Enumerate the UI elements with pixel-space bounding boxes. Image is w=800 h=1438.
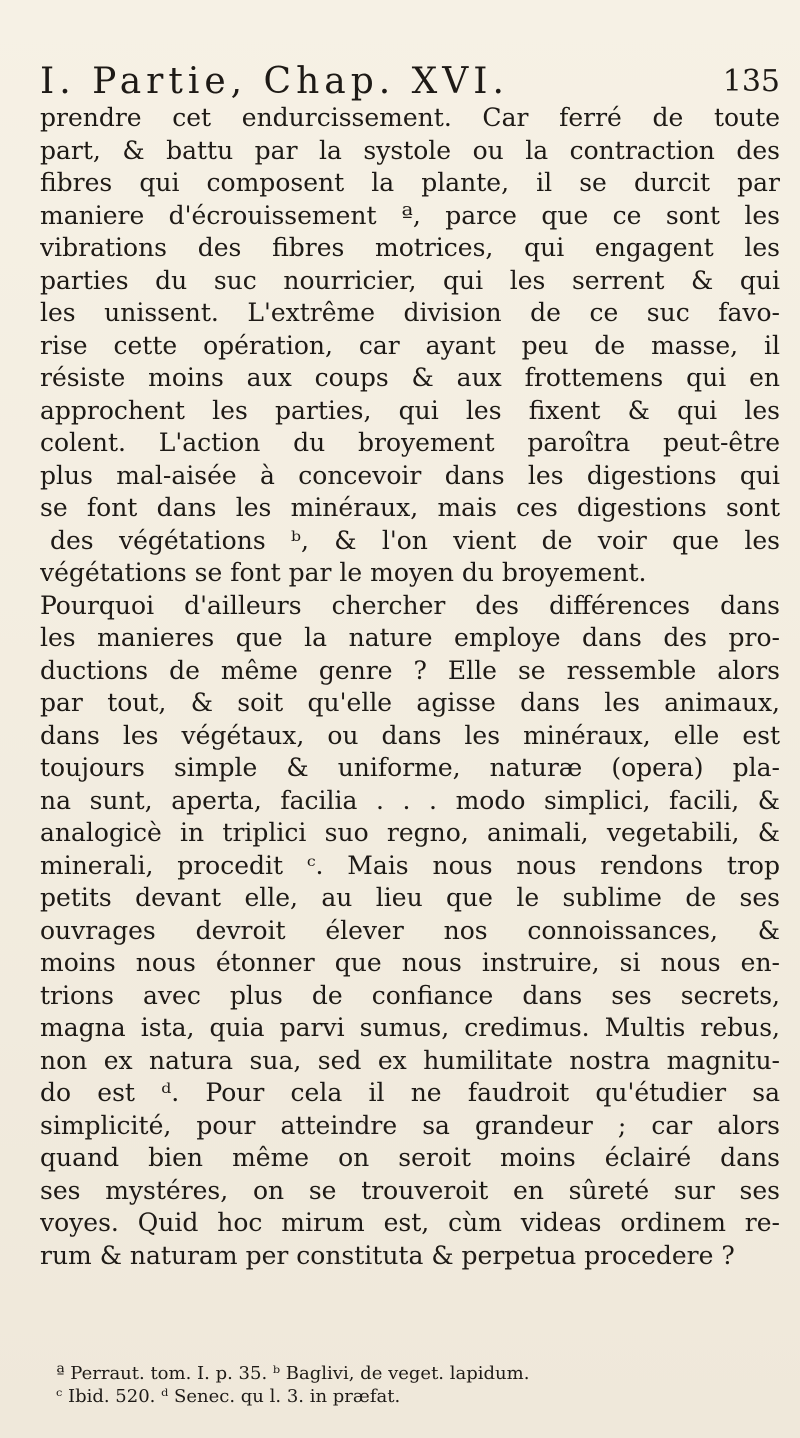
- text-line: magna ista, quia parvi sumus, credimus. Multis rebus,: [40, 1013, 780, 1042]
- page-header: [40, 60, 780, 104]
- text-line: simplicité, pour atteindre sa grandeur ; car alors: [40, 1110, 780, 1140]
- text-line: par tout, & soit qu'elle agisse dans les animaux,: [40, 688, 780, 717]
- text-line: les manieres que la nature employe dans des pro-: [40, 623, 780, 652]
- text-line: se font dans les minéraux, mais ces digestions sont: [40, 493, 780, 522]
- text-line: petits devant elle, au lieu que le sublime de ses: [40, 883, 780, 912]
- text-line: do est ᵈ. Pour cela il ne faudroit qu'étudier sa: [40, 1078, 780, 1107]
- text-line: non ex natura sua, sed ex humilitate nostra magnitu-: [40, 1045, 780, 1075]
- footnote-line: ᶜ Ibid. 520. ᵈ Senec. qu l. 3. in præfat.: [56, 1386, 401, 1407]
- running-head: I. Partie, Chap. XVI.: [40, 61, 509, 102]
- text-line: Pourquoi d'ailleurs chercher des différences dans: [40, 590, 780, 620]
- text-line: prendre cet endurcissement. Car ferré de toute: [40, 103, 780, 132]
- text-line: quand bien même on seroit moins éclairé dans: [40, 1143, 780, 1172]
- text-line: des végétations ᵇ, & l'on vient de voir que les: [50, 525, 780, 555]
- text-line: parties du suc nourricier, qui les serrent & qui: [40, 265, 780, 295]
- text-line: ductions de même genre ? Elle se ressemble alors: [40, 655, 780, 685]
- body-text: [40, 102, 780, 1272]
- text-line: ses mystéres, on se trouveroit en sûreté sur ses: [40, 1175, 780, 1205]
- text-line: vibrations des fibres motrices, qui engagent les: [40, 233, 780, 262]
- text-line: plus mal-aisée à concevoir dans les digestions qui: [40, 460, 780, 490]
- text-line: colent. L'action du broyement paroîtra peut-être: [40, 428, 780, 457]
- text-line: résiste moins aux coups & aux frottemens qui en: [40, 363, 780, 392]
- text-line: minerali, procedit ᶜ. Mais nous nous rendons trop: [40, 850, 780, 880]
- text-line: rum & naturam per constituta & perpetua procedere ?: [40, 1240, 735, 1270]
- text-line: toujours simple & uniforme, naturæ (opera) pla-: [40, 753, 780, 782]
- text-line: rise cette opération, car ayant peu de masse, il: [40, 330, 780, 360]
- text-line: analogicè in triplici suo regno, animali, vegetabili, &: [40, 818, 780, 847]
- text-line: ouvrages devroit élever nos connoissances, &: [40, 915, 780, 945]
- text-line: les unissent. L'extrême division de ce suc favo-: [40, 298, 780, 327]
- text-line: végétations se font par le moyen du broyement.: [40, 558, 647, 587]
- text-line: fibres qui composent la plante, il se durcit par: [40, 168, 780, 197]
- text-line: moins nous étonner que nous instruire, si nous en-: [40, 948, 780, 977]
- page-number: 135: [722, 64, 780, 99]
- text-line: approchent les parties, qui les fixent & qui les: [40, 395, 780, 425]
- footnote-line: ª Perraut. tom. I. p. 35. ᵇ Baglivi, de veget. lapidum.: [56, 1363, 530, 1384]
- text-line: trions avec plus de confiance dans ses secrets,: [40, 980, 780, 1010]
- text-line: dans les végétaux, ou dans les minéraux, elle est: [40, 720, 780, 750]
- text-line: voyes. Quid hoc mirum est, cùm videas ordinem re-: [40, 1208, 780, 1237]
- text-line: na sunt, aperta, facilia . . . modo simplici, facili, &: [40, 785, 780, 815]
- footnotes: [56, 1362, 780, 1408]
- text-line: part, & battu par la systole ou la contraction des: [40, 135, 780, 165]
- text-line: maniere d'écrouissement ª, parce que ce sont les: [40, 200, 780, 230]
